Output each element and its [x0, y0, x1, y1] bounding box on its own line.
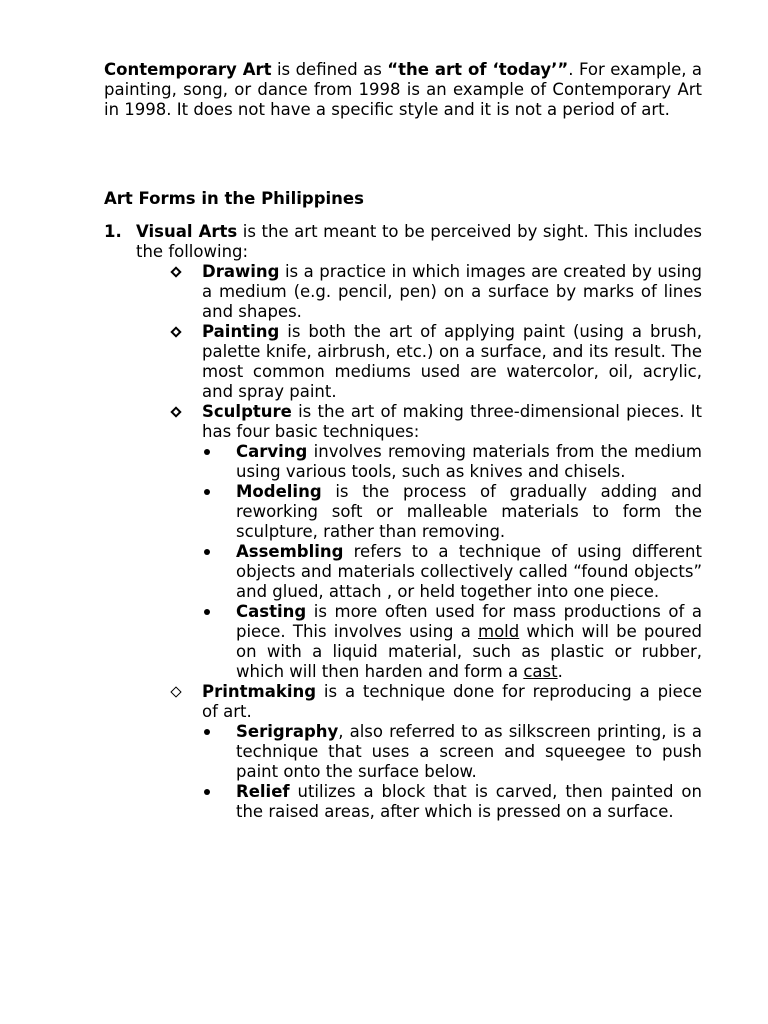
casting-title: Casting	[236, 602, 307, 621]
bullet-dot-icon	[204, 729, 210, 735]
section-title: Art Forms in the Philippines	[104, 189, 364, 208]
modeling-title: Modeling	[236, 482, 322, 501]
drawing-title: Drawing	[202, 262, 280, 281]
item-printmaking	[170, 682, 702, 722]
sculpture-title: Sculpture	[202, 402, 292, 421]
carving-title: Carving	[236, 442, 308, 461]
printmaking-techniques-list	[204, 722, 702, 822]
sub-serigraphy	[204, 722, 702, 782]
visual-arts-desc: is the art meant to be perceived by sight. This includes the following:	[136, 222, 702, 261]
serigraphy-title: Serigraphy	[236, 722, 339, 741]
visual-arts-title: Visual Arts	[136, 222, 238, 241]
list-item-visual-arts	[136, 222, 702, 262]
diamond-bullet-icon	[170, 406, 181, 417]
diamond-bullet-icon	[170, 686, 181, 697]
sub-relief	[204, 782, 702, 822]
assembling-desc: refers to a technique of using different objects and materials collectively called “found objects” and glued, attach , or held together into one piece.	[236, 542, 702, 601]
bullet-dot-icon	[204, 609, 210, 615]
bullet-dot-icon	[204, 449, 210, 455]
intro-term: Contemporary Art	[104, 60, 272, 79]
relief-title: Relief	[236, 782, 290, 801]
painting-title: Painting	[202, 322, 280, 341]
sculpture-techniques-list	[204, 442, 702, 682]
printmaking-title: Printmaking	[202, 682, 317, 701]
intro-quote: “the art of ‘today’”	[387, 60, 569, 79]
sculpture-desc: is the art of making three-dimensional pieces. It has four basic techniques:	[202, 402, 702, 441]
intro-defined-as: is defined as	[271, 60, 388, 79]
sub-casting	[204, 602, 702, 682]
diamond-bullet-icon	[170, 266, 181, 277]
list-number: 1.	[104, 222, 122, 241]
carving-desc: involves removing materials from the medium using various tools, such as knives and chisels.	[236, 442, 702, 481]
casting-desc-c: .	[557, 662, 563, 681]
item-painting	[170, 322, 702, 402]
item-drawing	[170, 262, 702, 322]
cast-link-text: cast	[523, 662, 558, 681]
relief-desc: utilizes a block that is carved, then painted on the raised areas, after which is pressed on a surface.	[236, 782, 702, 821]
drawing-desc: is a practice in which images are created by using a medium (e.g. pencil, pen) on a surface by marks of lines and shapes.	[202, 262, 702, 321]
casting-desc-a: is more often used for mass productions of a piece. This involves using a	[236, 602, 702, 641]
intro-paragraph	[104, 60, 702, 120]
numbered-list	[104, 222, 702, 822]
bullet-dot-icon	[204, 549, 210, 555]
modeling-desc: is the process of gradually adding and reworking soft or malleable materials to form the sculpture, rather than removing.	[236, 482, 702, 541]
printmaking-desc: is a technique done for reproducing a piece of art.	[202, 682, 702, 721]
mold-link-text: mold	[478, 622, 520, 641]
painting-desc: is both the art of applying paint (using a brush, palette knife, airbrush, etc.) on a surface, and its result. The most common mediums used are watercolor, oil, acrylic, and spray paint.	[202, 322, 702, 401]
diamond-bullet-icon	[170, 326, 181, 337]
item-sculpture	[170, 402, 702, 442]
casting-desc-b: which will be poured on with a liquid material, such as plastic or rubber, which will then harden and form a	[236, 622, 702, 681]
serigraphy-desc: , also referred to as silkscreen printing, is a technique that uses a screen and squeegee to push paint onto the surface below.	[236, 722, 702, 781]
bullet-dot-icon	[204, 789, 210, 795]
bullet-dot-icon	[204, 489, 210, 495]
assembling-title: Assembling	[236, 542, 344, 561]
intro-rest: . For example, a painting, song, or dance from 1998 is an example of Contemporary Art in 1998. It does not have a specific style and it is not a period of art.	[104, 60, 703, 119]
sub-carving	[204, 442, 702, 482]
sub-assembling	[204, 542, 702, 602]
art-forms-list	[170, 262, 702, 822]
sub-modeling	[204, 482, 702, 542]
